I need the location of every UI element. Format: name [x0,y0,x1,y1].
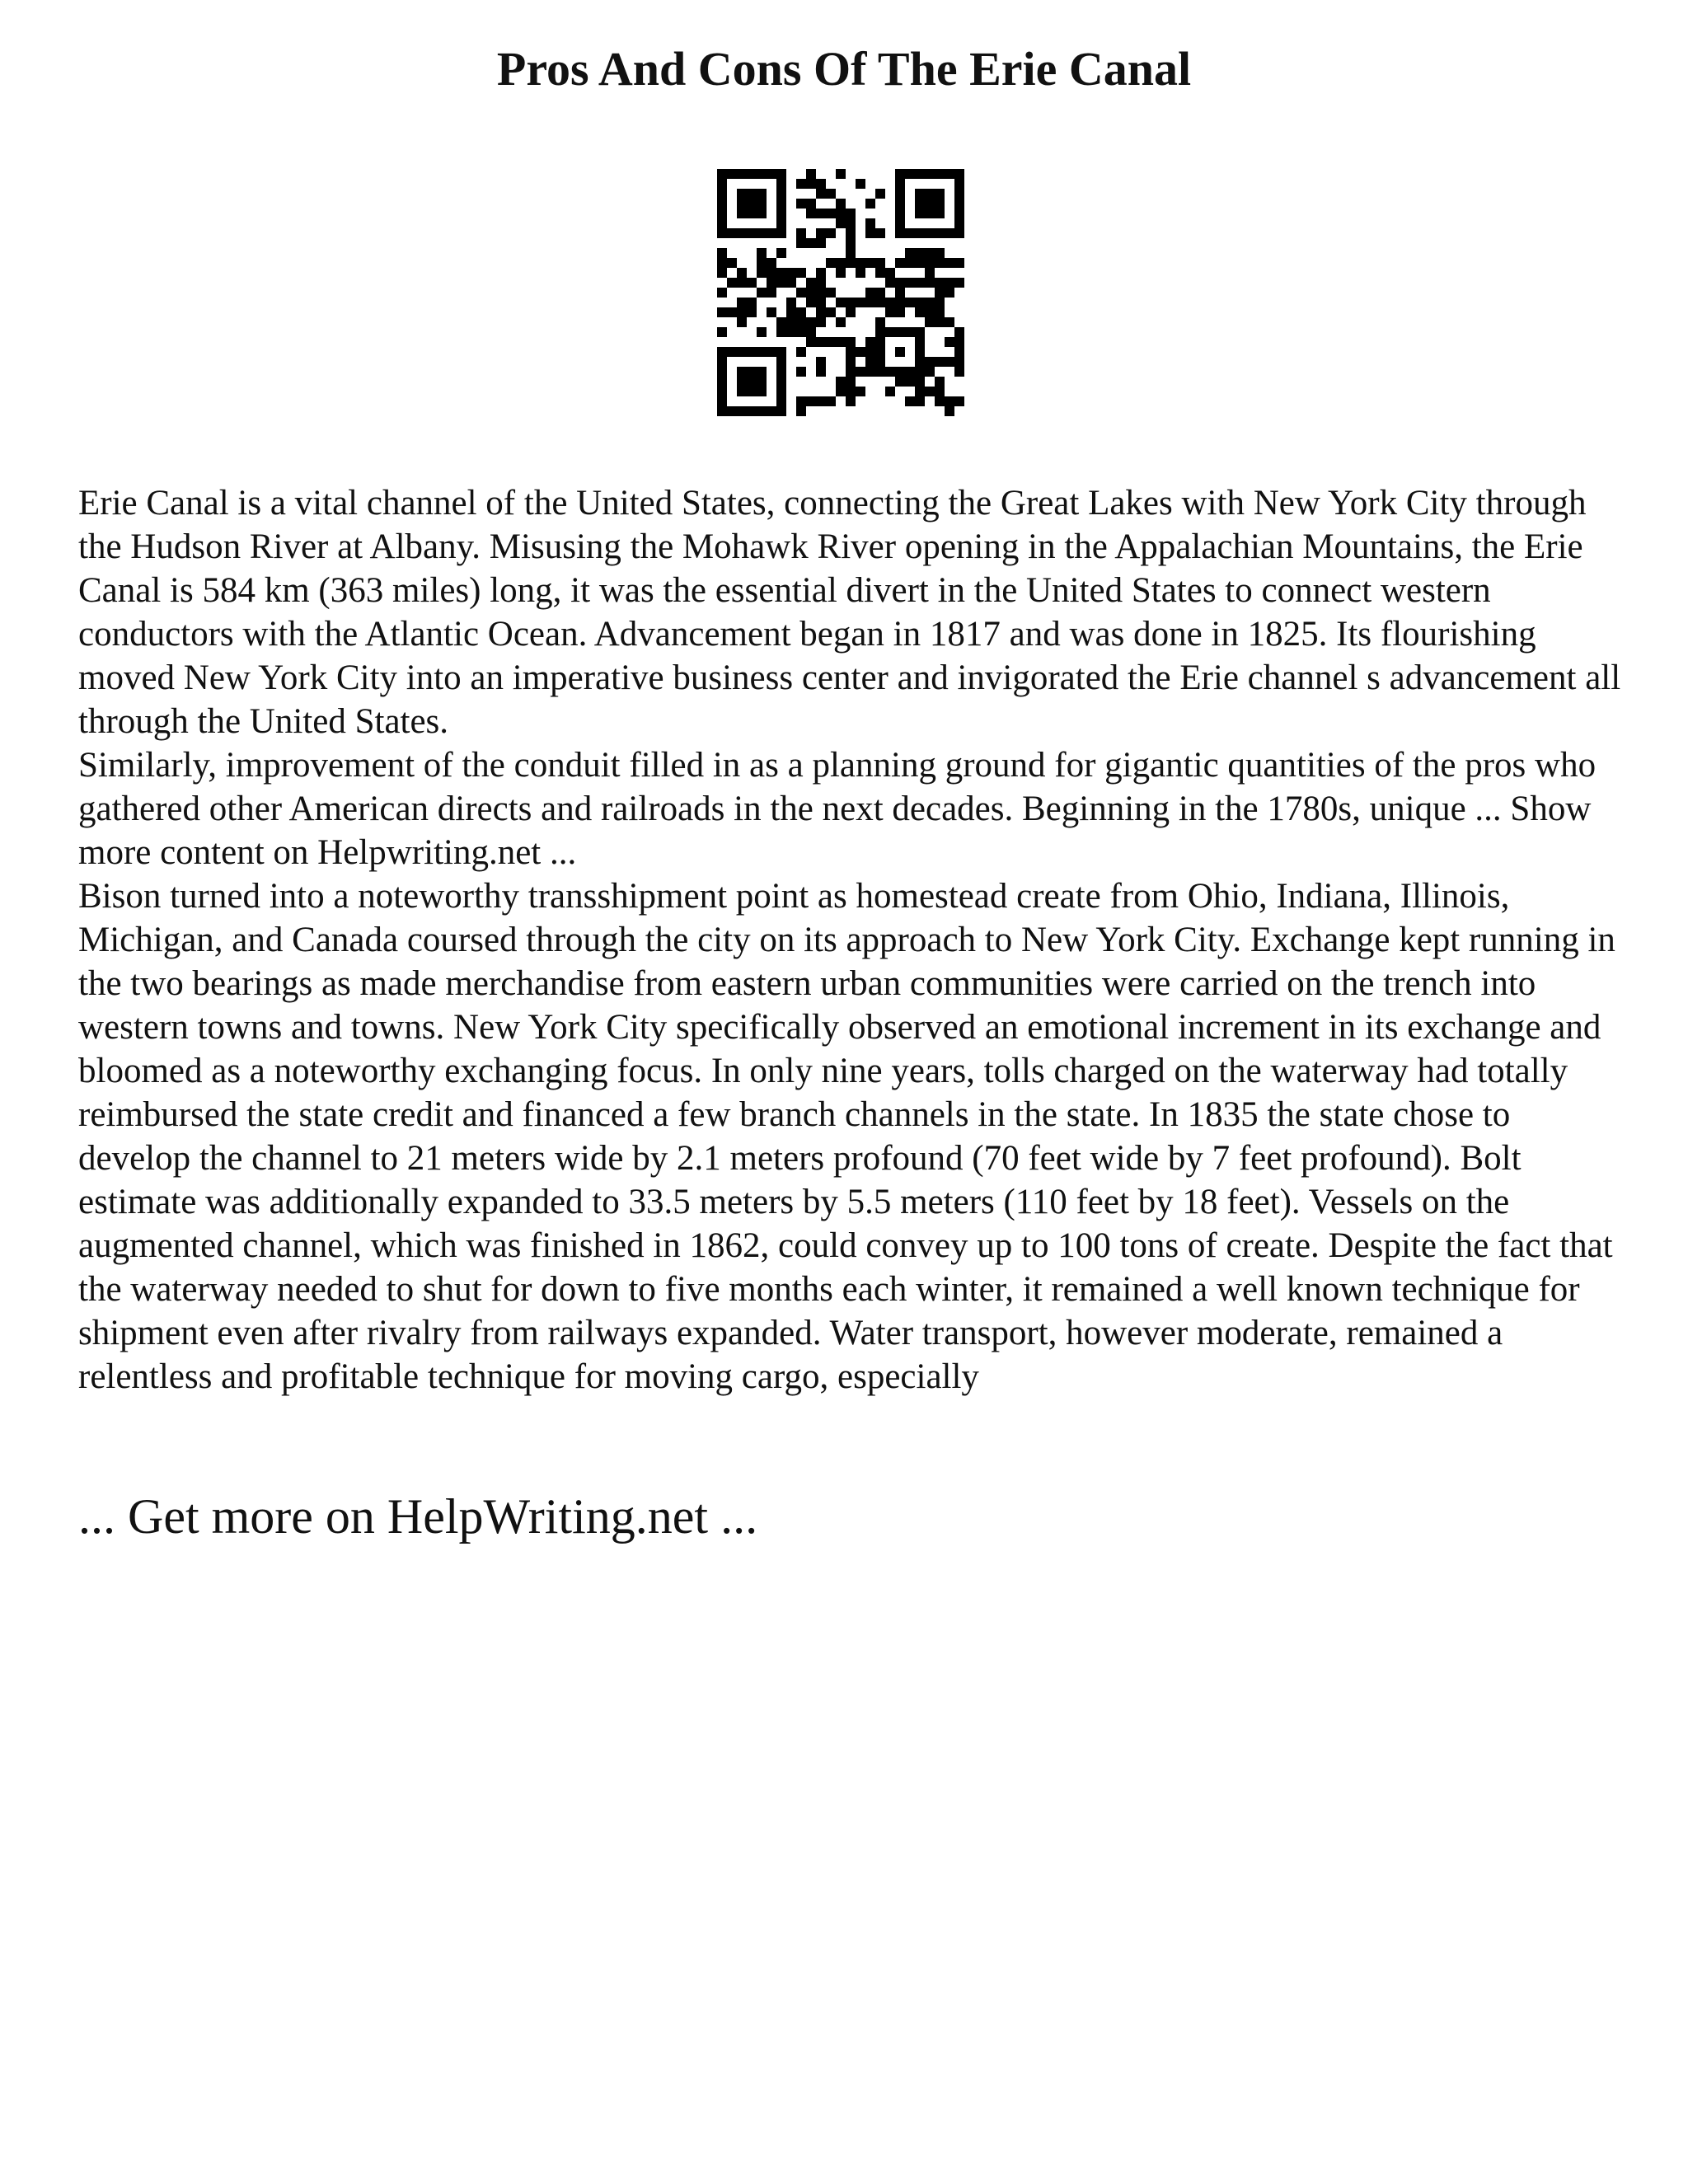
get-more-link[interactable]: ... Get more on HelpWriting.net ... [78,1489,758,1544]
paragraph: Erie Canal is a vital channel of the United States, connecting the Great Lakes with New York City through the Hudson River at Albany. Misusing the Mohawk River opening in the Appalachian Mountains, the Erie Canal is 584 km (363 miles) long, it was the essential divert in the United States to connect western conductors with the Atlantic Ocean. Advancement began in 1817 and was done in 1825. Its flourishing moved New York City into an imperative business center and invigorated the Erie channel s advancement all through the United States. [78,484,1621,741]
document-title: Pros And Cons Of The Erie Canal [496,42,1192,96]
document-body [78,481,1628,1399]
paragraph: Similarly, improvement of the conduit filled in as a planning ground for gigantic quantities of the pros who gathered other American directs and railroads in the next decades. Beginning in the 1780s, unique ... Show more content on Helpwriting.net ... [78,746,1597,872]
paragraph: Bison turned into a noteworthy transshipment point as homestead create from Ohio, Indiana, Illinois, Michigan, and Canada coursed through the city on its approach to New York City. Exchange kept running in the two bearings as made merchandise from eastern urban communities were carried on the trench into western towns and towns. New York City specifically observed an emotional increment in its exchange and bloomed as a noteworthy exchanging focus. In only nine years, tolls charged on the waterway had totally reimbursed the state credit and financed a few branch channels in the state. In 1835 the state chose to develop the channel to 21 meters wide by 2.1 meters profound (70 feet wide by 7 feet profound). Bolt estimate was additionally expanded to 33.5 meters by 5.5 meters (110 feet by 18 feet). Vessels on the augmented channel, which was finished in 1862, could convey up to 100 tons of create. Despite the fact that the waterway needed to shut for down to five months each winter, it remained a well known technique for shipment even after rivalry from railways expanded. Water transport, however moderate, remained a relentless and profitable technique for moving cargo, especially [78,877,1615,1396]
qr-code-icon [717,169,964,416]
